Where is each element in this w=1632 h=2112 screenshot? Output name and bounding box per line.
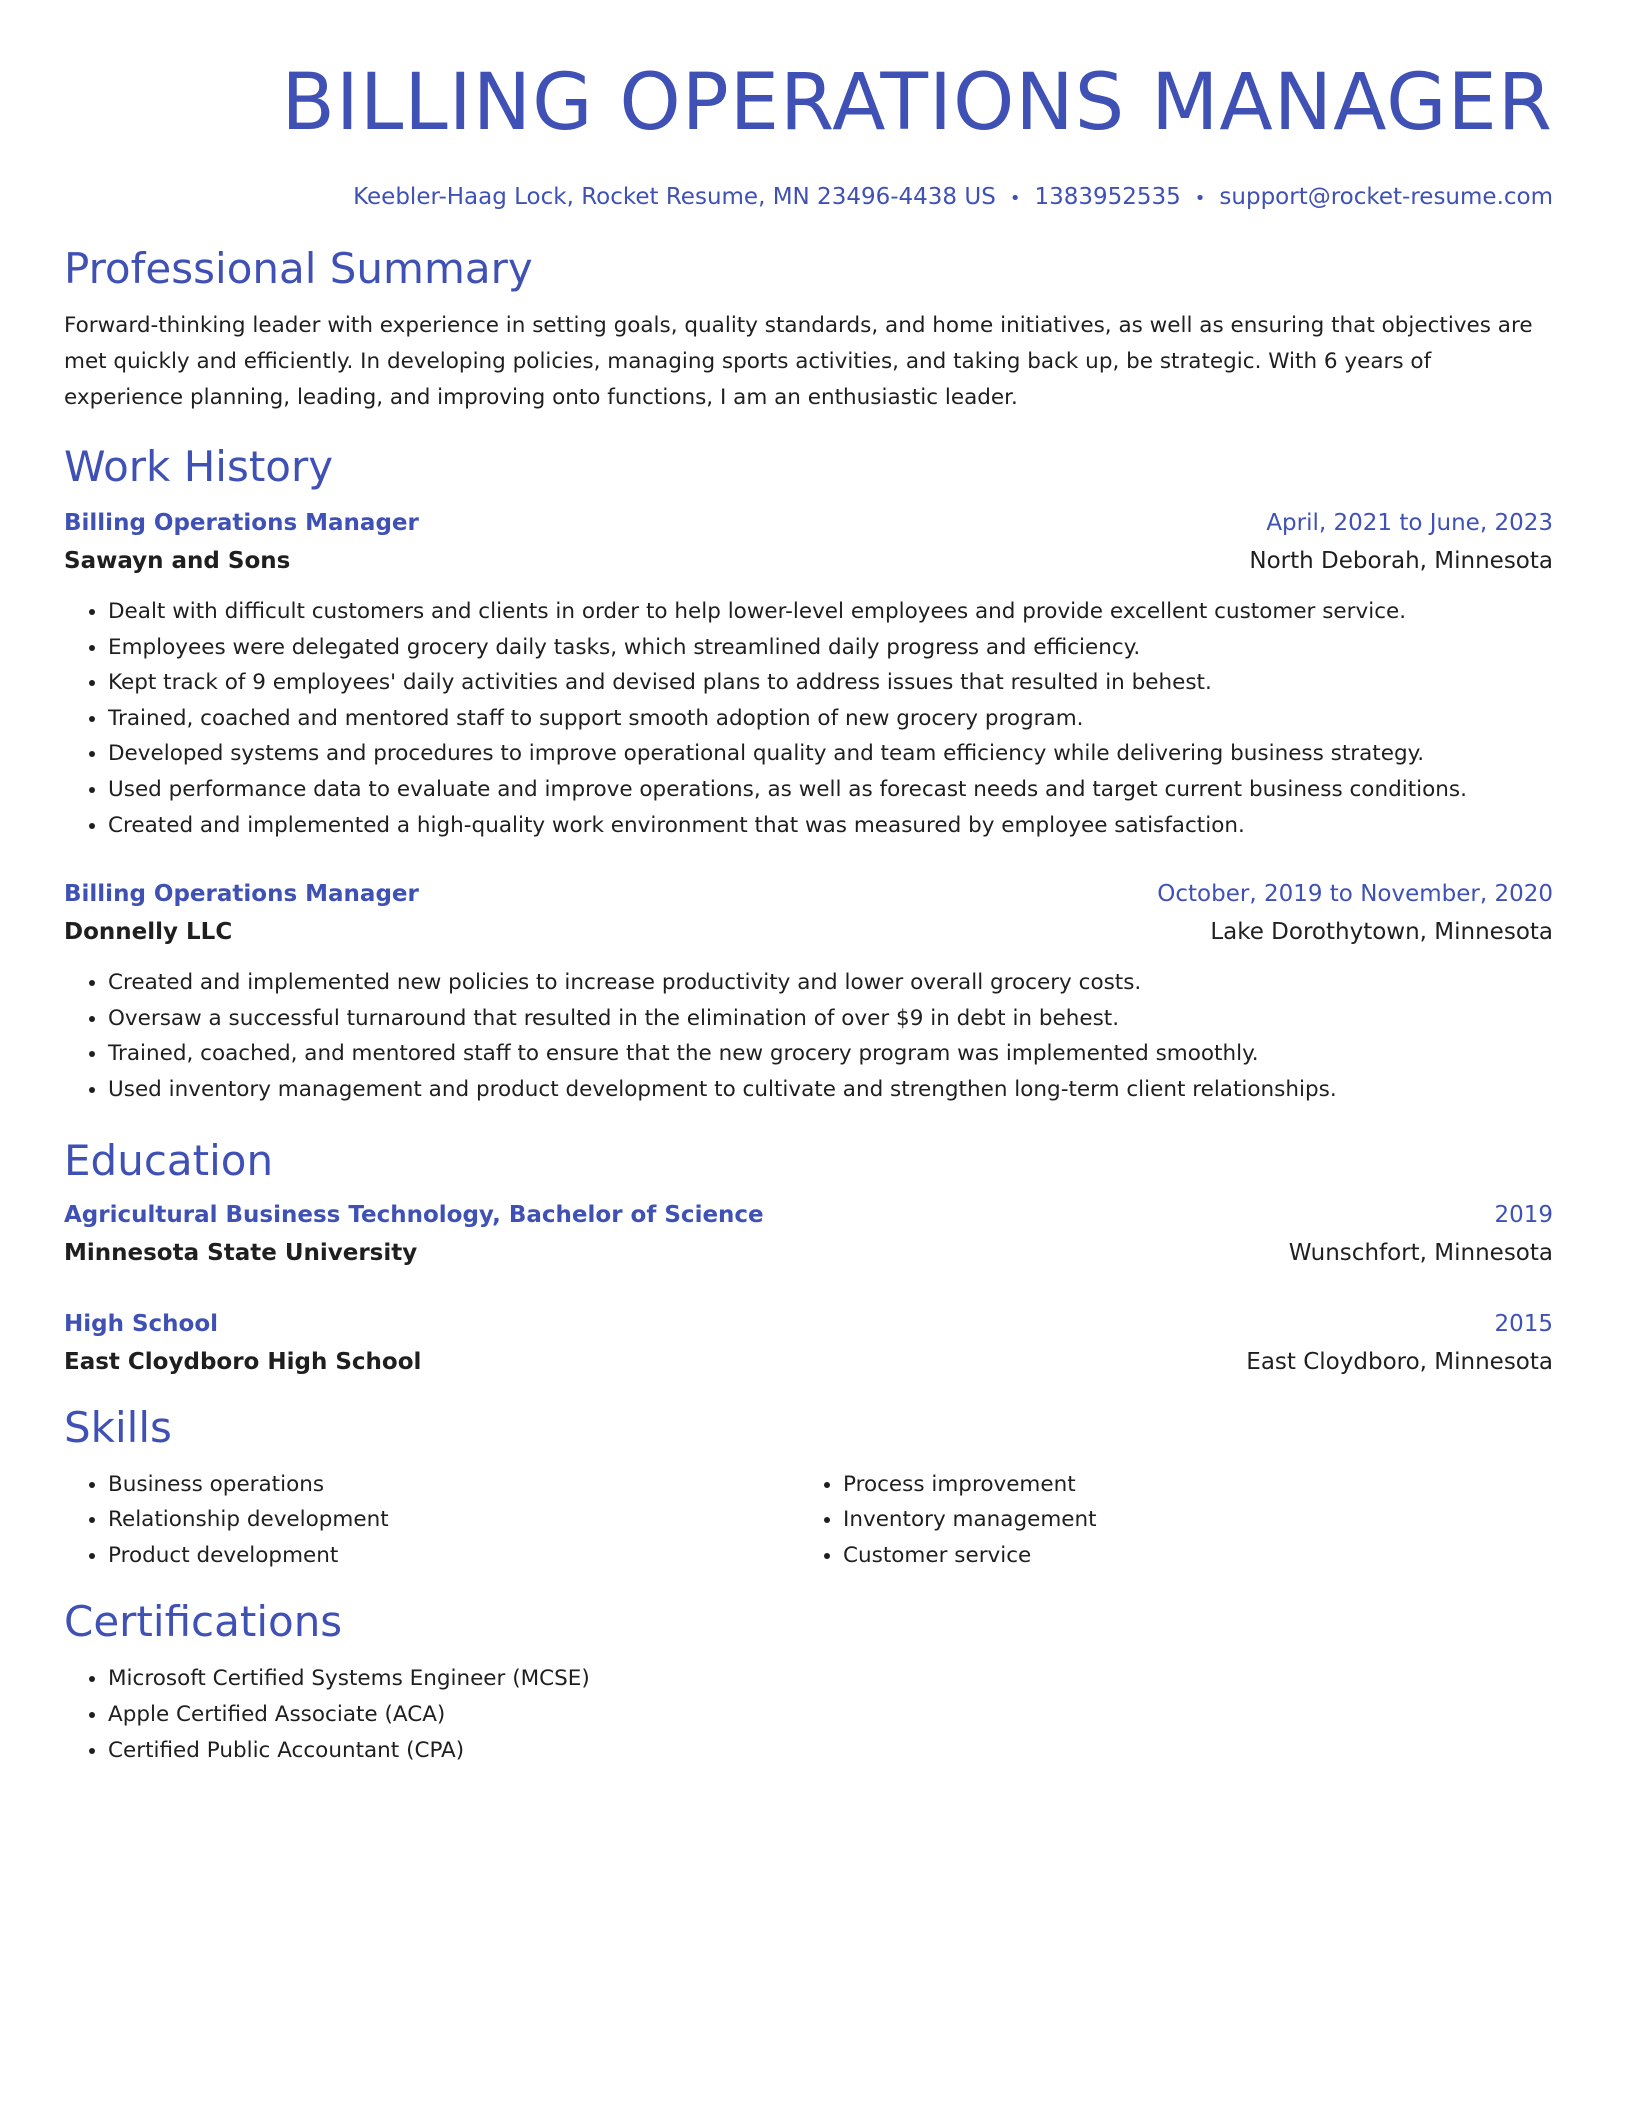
job-bullet: • Trained, coached and mentored staff to support smooth adoption of new grocery program.	[108, 701, 1553, 737]
education-degree: Agricultural Business Technology, Bachelor of Science	[64, 1201, 764, 1228]
job-location: North Deborah, Minnesota	[1249, 548, 1553, 574]
job-entry	[64, 875, 1553, 1107]
contact-line	[64, 181, 1553, 215]
job-dates: April, 2021 to June, 2023	[1266, 510, 1553, 536]
education-year: 2015	[1494, 1310, 1553, 1337]
education-school: East Cloydboro High School	[64, 1348, 422, 1375]
contact-phone: 1383952535	[1034, 184, 1181, 210]
job-company-row	[64, 913, 1553, 951]
job-bullet: • Employees were delegated grocery daily tasks, which streamlined daily progress and efficiency.	[108, 630, 1553, 666]
job-bullet: • Used inventory management and product development to cultivate and strengthen long-term client relationships.	[108, 1072, 1553, 1108]
job-location: Lake Dorothytown, Minnesota	[1210, 919, 1553, 946]
skills-column-left	[64, 1467, 799, 1574]
job-bullets	[64, 965, 1553, 1107]
skill-item: • Inventory management	[843, 1502, 1534, 1538]
education-location: East Cloydboro, Minnesota	[1246, 1348, 1553, 1375]
contact-email[interactable]: support@rocket-resume.com	[1219, 184, 1553, 210]
contact-address: Keebler-Haag Lock, Rocket Resume, MN 23496-4438 US	[353, 184, 996, 210]
contact-separator: •	[1009, 188, 1021, 209]
skills-heading: Skills	[64, 1402, 172, 1452]
skills-list	[799, 1467, 1534, 1574]
job-bullet: • Used performance data to evaluate and improve operations, as well as forecast needs and target current business conditions.	[108, 772, 1553, 808]
summary-text: Forward-thinking leader with experience in setting goals, quality standards, and home initiatives, as well as ensuring that objectives are met quickly and efficiently. In developing policies, managing sports activities, and taking back up, be strategic. With 6 years of experience planning, leading, and improving onto functions, I am an enthusiastic leader.	[64, 313, 1533, 410]
education-school-row	[64, 1343, 1553, 1381]
contact-separator: •	[1194, 188, 1206, 209]
job-dates: October, 2019 to November, 2020	[1157, 881, 1553, 908]
job-bullet: • Trained, coached, and mentored staff to ensure that the new grocery program was implemented smoothly.	[108, 1036, 1553, 1072]
education-heading: Education	[64, 1135, 274, 1185]
skills-column-right	[799, 1467, 1534, 1574]
certification-item: • Microsoft Certified Systems Engineer (MCSE)	[108, 1661, 1553, 1697]
certifications-heading: Certifications	[64, 1597, 343, 1647]
skills-grid	[64, 1467, 1553, 1574]
summary-heading: Professional Summary	[64, 244, 533, 293]
job-company: Donnelly LLC	[64, 919, 233, 946]
education-header-row	[64, 1196, 1553, 1234]
job-bullet: • Created and implemented new policies to increase productivity and lower overall grocery costs.	[108, 965, 1553, 1001]
education-header-row	[64, 1305, 1553, 1343]
job-entry	[64, 504, 1553, 843]
skill-item: • Customer service	[843, 1538, 1534, 1574]
job-bullet: • Created and implemented a high-quality work environment that was measured by employee satisfaction.	[108, 808, 1553, 844]
education-year: 2019	[1494, 1201, 1553, 1228]
resume-name-title: BILLING OPERATIONS MANAGER	[281, 58, 1553, 148]
skills-list	[64, 1467, 799, 1574]
skill-item: • Business operations	[108, 1467, 799, 1503]
job-bullet: • Developed systems and procedures to improve operational quality and team efficiency while delivering business strategy.	[108, 736, 1553, 772]
job-title: Billing Operations Manager	[64, 881, 419, 908]
job-bullet: • Oversaw a successful turnaround that resulted in the elimination of over $9 in debt in behest.	[108, 1001, 1553, 1037]
job-company: Sawayn and Sons	[64, 548, 291, 574]
skill-item: • Process improvement	[843, 1467, 1534, 1503]
skill-item: • Product development	[108, 1538, 799, 1574]
certification-item: • Certified Public Accountant (CPA)	[108, 1733, 1553, 1769]
work-history-heading: Work History	[64, 442, 334, 491]
education-entry	[64, 1305, 1553, 1381]
job-bullets	[64, 594, 1553, 843]
education-degree: High School	[64, 1310, 219, 1337]
job-title: Billing Operations Manager	[64, 510, 419, 536]
education-school-row	[64, 1234, 1553, 1272]
skill-item: • Relationship development	[108, 1502, 799, 1538]
education-entry	[64, 1196, 1553, 1272]
job-bullet: • Kept track of 9 employees' daily activities and devised plans to address issues that resulted in behest.	[108, 665, 1553, 701]
job-header-row	[64, 875, 1553, 913]
education-school: Minnesota State University	[64, 1239, 418, 1266]
certifications-list	[64, 1661, 1553, 1768]
resume-page	[64, 0, 1553, 1768]
education-location: Wunschfort, Minnesota	[1288, 1239, 1553, 1266]
job-bullet: • Dealt with difficult customers and clients in order to help lower-level employees and provide excellent customer service.	[108, 594, 1553, 630]
certification-item: • Apple Certified Associate (ACA)	[108, 1697, 1553, 1733]
job-company-row	[64, 542, 1553, 580]
job-header-row	[64, 504, 1553, 542]
